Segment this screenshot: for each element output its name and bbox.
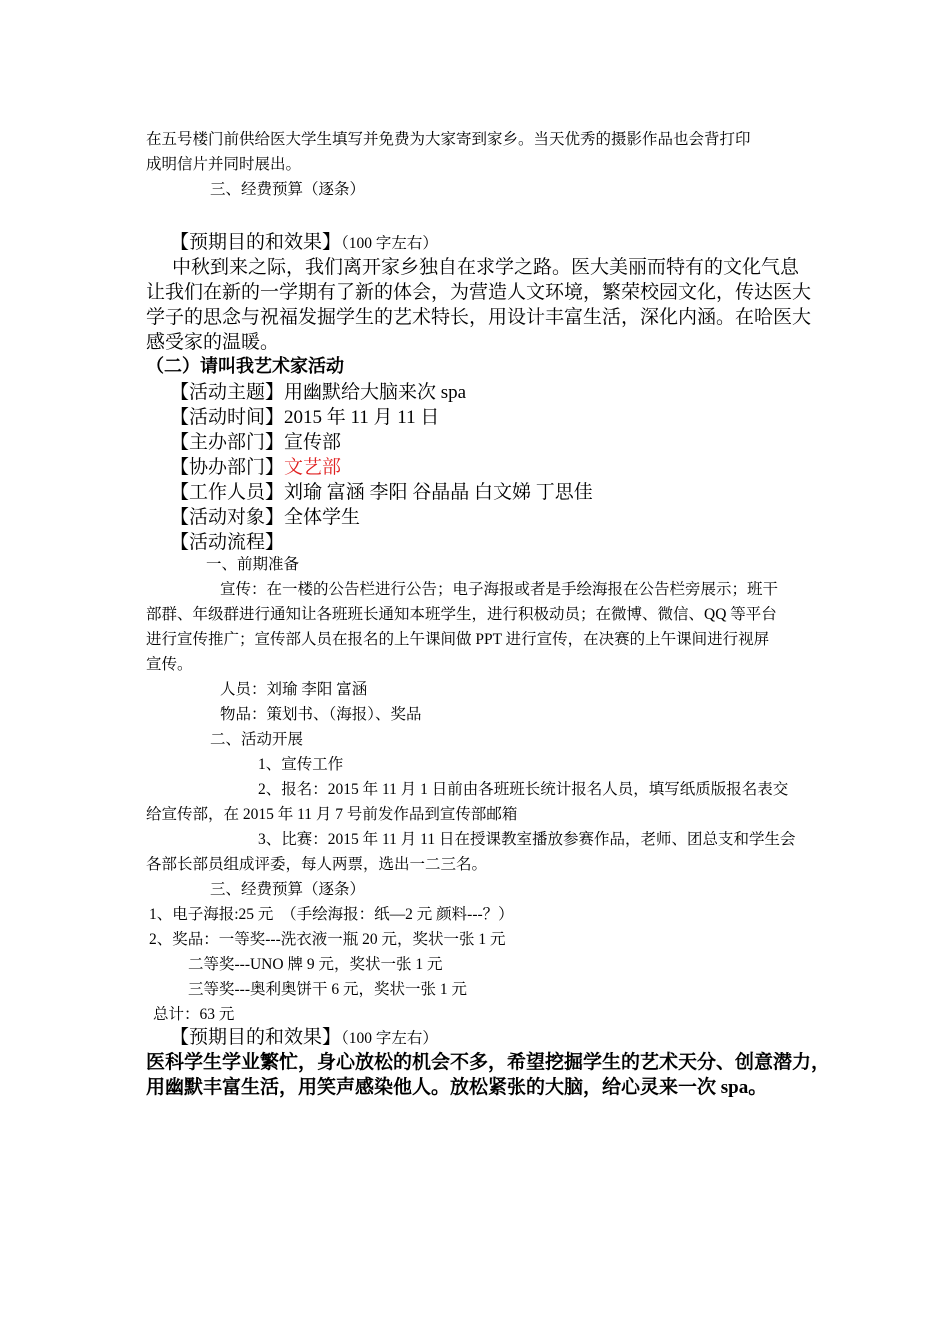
prep-publicity-4: 宣传。 xyxy=(146,656,193,673)
goals-line-4: 感受家的温暖。 xyxy=(146,332,280,353)
intro-line-1: 在五号楼门前供给医大学生填写并免费为大家寄到家乡。当天优秀的摄影作品也会背打印 xyxy=(146,131,751,148)
activity-theme xyxy=(170,377,466,404)
conduct-heading: 二、活动开展 xyxy=(210,731,304,748)
goals-line-2: 让我们在新的一学期有了新的体会，为营造人文环境，繁荣校园文化，传达医大 xyxy=(146,282,812,303)
goals2-line-2: 用幽默丰富生活，用笑声感染他人。放松紧张的大脑，给心灵来一次 spa。 xyxy=(146,1077,768,1098)
goals-line-1: 中秋到来之际，我们离开家乡独自在求学之路。医大美丽而特有的文化气息 xyxy=(172,257,800,278)
theme-label: 【活动主题】 xyxy=(170,382,285,403)
prep-heading: 一、前期准备 xyxy=(206,556,300,573)
target-value: 全体学生 xyxy=(284,507,361,528)
activity-flow-label: 【活动流程】 xyxy=(170,532,285,553)
goals-heading-1 xyxy=(170,227,438,254)
budget-line-3: 二等奖---UNO 牌 9 元，奖状一张 1 元 xyxy=(188,956,443,973)
host-label: 【主办部门】 xyxy=(170,432,285,453)
activity-cohost xyxy=(170,452,341,479)
conduct-step-1: 1、宣传工作 xyxy=(258,756,344,773)
goals-heading-2 xyxy=(170,1022,438,1049)
activity-time xyxy=(170,402,439,429)
budget-heading-2: 三、经费预算（逐条） xyxy=(210,881,366,898)
conduct-step-2a: 2、报名：2015 年 11 月 1 日前由各班班长统计报名人员，填写纸质版报名表交 xyxy=(258,781,789,798)
goals2-heading-label: 【预期目的和效果】 xyxy=(170,1027,342,1048)
host-value: 宣传部 xyxy=(284,432,342,453)
staff-value: 刘瑜 富涵 李阳 谷晶晶 白文娣 丁思佳 xyxy=(284,482,593,503)
activity-target xyxy=(170,502,360,529)
goals2-heading-note: （100 字左右） xyxy=(341,1030,438,1047)
prep-people: 人员：刘瑜 李阳 富涵 xyxy=(220,681,368,698)
goals-heading-label: 【预期目的和效果】 xyxy=(170,232,342,253)
staff-label: 【工作人员】 xyxy=(170,482,285,503)
intro-line-2: 成明信片并同时展出。 xyxy=(146,156,302,173)
conduct-step-2b: 给宣传部，在 2015 年 11 月 7 号前发作品到宣传部邮箱 xyxy=(146,806,518,823)
conduct-step-3b: 各部长部员组成评委，每人两票，选出一二三名。 xyxy=(146,856,488,873)
conduct-step-3a: 3、比赛：2015 年 11 月 11 日在授课教室播放参赛作品，老师、团总支和学生会 xyxy=(258,831,796,848)
budget-total: 总计：63 元 xyxy=(153,1006,235,1023)
target-label: 【活动对象】 xyxy=(170,507,285,528)
cohost-label: 【协办部门】 xyxy=(170,457,285,478)
prep-publicity-3: 进行宣传推广；宣传部人员在报名的上午课间做 PPT 进行宣传，在决赛的上午课间进行视屏 xyxy=(146,631,770,648)
budget-line-2: 2、奖品：一等奖---洗衣液一瓶 20 元，奖状一张 1 元 xyxy=(149,931,506,948)
budget-line-1: 1、电子海报:25 元 （手绘海报：纸—2 元 颜料---？） xyxy=(149,906,514,923)
budget-line-4: 三等奖---奥利奥饼干 6 元，奖状一张 1 元 xyxy=(188,981,467,998)
activity-host xyxy=(170,427,341,454)
prep-publicity-1: 宣传：在一楼的公告栏进行公告；电子海报或者是手绘海报在公告栏旁展示；班干 xyxy=(220,581,779,598)
cohost-value: 文艺部 xyxy=(284,457,342,478)
activity-title: （二）请叫我艺术家活动 xyxy=(146,356,344,376)
goals-line-3: 学子的思念与祝福发掘学生的艺术特长，用设计丰富生活，深化内涵。在哈医大 xyxy=(146,307,812,328)
prep-items: 物品：策划书、（海报）、奖品 xyxy=(220,706,422,723)
prep-publicity-2: 部群、年级群进行通知让各班班长通知本班学生，进行积极动员；在微博、微信、QQ 等平台 xyxy=(146,606,777,623)
time-value: 2015 年 11 月 11 日 xyxy=(284,407,440,428)
time-label: 【活动时间】 xyxy=(170,407,285,428)
theme-value: 用幽默给大脑来次 spa xyxy=(284,382,467,403)
goals2-line-1: 医科学生学业繁忙，身心放松的机会不多，希望挖掘学生的艺术天分、创意潜力， xyxy=(146,1052,831,1073)
activity-staff xyxy=(170,477,593,504)
budget-heading-1: 三、经费预算（逐条） xyxy=(210,181,366,198)
goals-heading-note: （100 字左右） xyxy=(341,235,438,252)
